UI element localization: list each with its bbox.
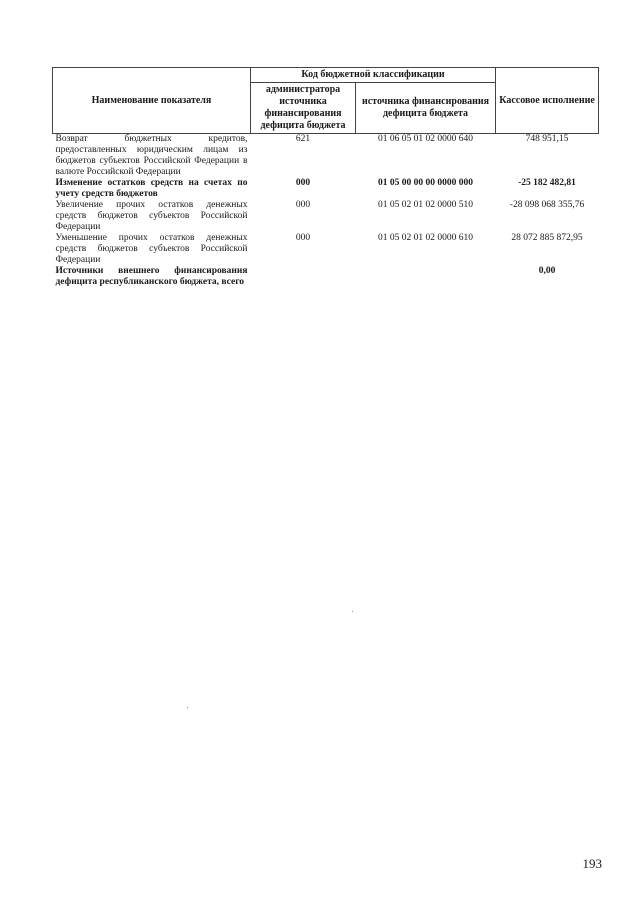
row-indicator-name: Уменьшение прочих остатков денежных средств бюджетов субъектов Российской Федерации — [55, 233, 248, 265]
scan-speck — [352, 611, 353, 612]
table-row — [53, 266, 599, 288]
header-administrator-code: администратора источника финансирования дефицита бюджета — [251, 83, 356, 134]
table-row — [53, 178, 599, 200]
table-header — [53, 68, 599, 134]
row-cash-execution: -25 182 482,81 — [518, 178, 576, 188]
row-indicator-name: Возврат бюджетных кредитов, предоставленных юридическим лицам из бюджетов субъектов Российской Федерации в валюте Российской Федерации — [55, 134, 248, 177]
row-source-code — [356, 266, 496, 288]
header-indicator-name: Наименование показателя — [53, 68, 251, 134]
row-source-code: 01 05 02 01 02 0000 510 — [378, 200, 473, 210]
table-row — [53, 134, 599, 179]
page-number: 193 — [582, 856, 602, 871]
budget-sources-table — [52, 67, 599, 288]
row-indicator-name: Источники внешнего финансирования дефицита республиканского бюджета, всего — [55, 266, 248, 287]
row-source-code: 01 05 02 01 02 0000 610 — [378, 233, 473, 243]
row-administrator-code: 000 — [295, 233, 311, 243]
table-row — [53, 200, 599, 233]
row-administrator-code: 000 — [295, 200, 311, 210]
header-cash-execution: Кассовое исполнение — [496, 68, 599, 134]
row-cash-execution: 0,00 — [538, 266, 556, 276]
row-source-code: 01 06 05 01 02 0000 640 — [378, 134, 473, 144]
row-source-code: 01 05 00 00 00 0000 000 — [378, 178, 473, 188]
row-administrator-code — [251, 266, 356, 288]
row-cash-execution: -28 098 068 355,76 — [509, 200, 585, 210]
table-body — [53, 134, 599, 289]
header-budget-classification-code: Код бюджетной классификации — [251, 68, 496, 83]
row-administrator-code: 621 — [295, 134, 311, 144]
row-indicator-name: Изменение остатков средств на счетах по учету средств бюджетов — [55, 178, 248, 199]
table-row — [53, 233, 599, 266]
row-administrator-code: 000 — [295, 178, 311, 188]
scan-speck — [187, 707, 188, 708]
row-indicator-name: Увеличение прочих остатков денежных средств бюджетов субъектов Российской Федерации — [55, 200, 248, 232]
header-source-code: источника финансирования дефицита бюджета — [356, 83, 496, 134]
row-cash-execution: 28 072 885 872,95 — [511, 233, 583, 243]
row-cash-execution: 748 951,15 — [525, 134, 569, 144]
